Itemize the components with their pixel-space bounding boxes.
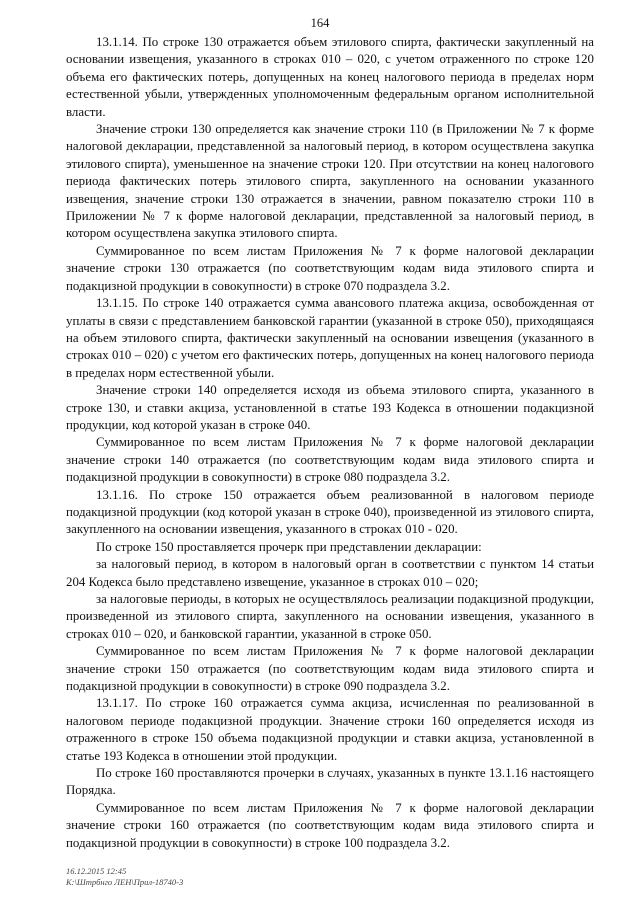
paragraph: 13.1.15. По строке 140 отражается сумма авансового платежа акциза, освобожденная от уплаты в связи с представлением банковской гарантии (указанной в строке 050), приходящаяся на объем этилового спирта, фактически закупленный на основании извещения (указанного в строках 010 – 020) с учетом его фактических потерь, допущенных на конец налогового периода в пределах норм естественной убыли. <box>66 296 594 380</box>
paragraph: Значение строки 140 определяется исходя из объема этилового спирта, указанного в строке 130, и ставки акциза, установленной в статье 193 Кодекса в отношении подакцизной продукции, код которой указан в строке 040. <box>66 383 594 432</box>
paragraph: Суммированное по всем листам Приложения № 7 к форме налоговой декларации значение строки 140 отражается (по соответствующим кодам вида этилового спирта и подакцизной продукции в совокупности) в строке 080 подраздела 3.2. <box>66 435 594 485</box>
paragraph: 13.1.17. По строке 160 отражается сумма акциза, исчисленная по реализованной в налоговом периоде подакцизной продукции. Значение строки 160 определяется исходя из отраженного в строке 150 объема подакцизной продукции и ставки акциза, установленной в статье 193 Кодекса в отношении этой продукции. <box>66 696 594 763</box>
paragraph: Суммированное по всем листам Приложения № 7 к форме налоговой декларации значение строки 150 отражается (по соответствующим кодам вида этилового спирта и подакцизной продукции в совокупности) в строке 090 подраздела 3.2. <box>66 644 594 694</box>
paragraph: По строке 160 проставляются прочерки в случаях, указанных в пункте 13.1.16 настоящего Порядка. <box>66 766 594 798</box>
footer-timestamp: 16.12.2015 12:45 <box>66 866 127 876</box>
paragraph: за налоговые периоды, в которых не осуществлялось реализации подакцизной продукции, произведенной из этилового спирта, закупленного на основании извещения, указанного в строках 010 – 020, и банковской гарантии, указанной в строке 050. <box>66 592 594 641</box>
paragraph: Суммированное по всем листам Приложения № 7 к форме налоговой декларации значение строки 160 отражается (по соответствующим кодам вида этилового спирта и подакцизной продукции в совокупности) в строке 100 подраздела 3.2. <box>66 800 594 850</box>
paragraph: 13.1.14. По строке 130 отражается объем этилового спирта, фактически закупленный на основании извещения, указанного в строках 010 – 020, с учетом отраженного по строке 120 объема его фактических потерь, допущенных на конец налогового периода в пределах норм естественной убыли, утвержденных уполномоченным федеральным органом исполнительной власти. <box>66 35 594 119</box>
footer-file-path: К:\Штрбнго ЛЕН\Прил-18740-3 <box>66 877 184 887</box>
paragraph: По строке 150 проставляется прочерк при представлении декларации: <box>96 539 482 554</box>
paragraph: Значение строки 130 определяется как значение строки 110 (в Приложении № 7 к форме налоговой декларации, представленной за налоговый период, в котором осуществлена закупка этилового спирта), уменьшенное на значение строки 120. При отсутствии на конец налогового периода фактических потерь этилового спирта, закупленного на основании указанного извещения, значение строки 130 отражается в значении, равном показателю строки 110 в Приложении № 7 к форме налоговой декларации, представленной за налоговый период, в котором осуществлена закупка этилового спирта. <box>66 122 594 241</box>
paragraph: Суммированное по всем листам Приложения № 7 к форме налоговой декларации значение строки 130 отражается (по соответствующим кодам вида этилового спирта и подакцизной продукции в совокупности) в строке 070 подраздела 3.2. <box>66 243 594 293</box>
paragraph: за налоговый период, в котором в налоговый орган в соответствии с пунктом 14 статьи 204 Кодекса было представлено извещение, указанное в строках 010 – 020; <box>66 557 594 589</box>
file-footer <box>66 866 183 888</box>
page-number: 164 <box>310 16 330 30</box>
paragraph: 13.1.16. По строке 150 отражается объем реализованной в налоговом периоде подакцизной продукции (код которой указан в строке 040), произведенной из этилового спирта, закупленного на основании извещения, указанного в строках 010 - 020. <box>66 487 594 537</box>
document-body <box>66 34 594 852</box>
